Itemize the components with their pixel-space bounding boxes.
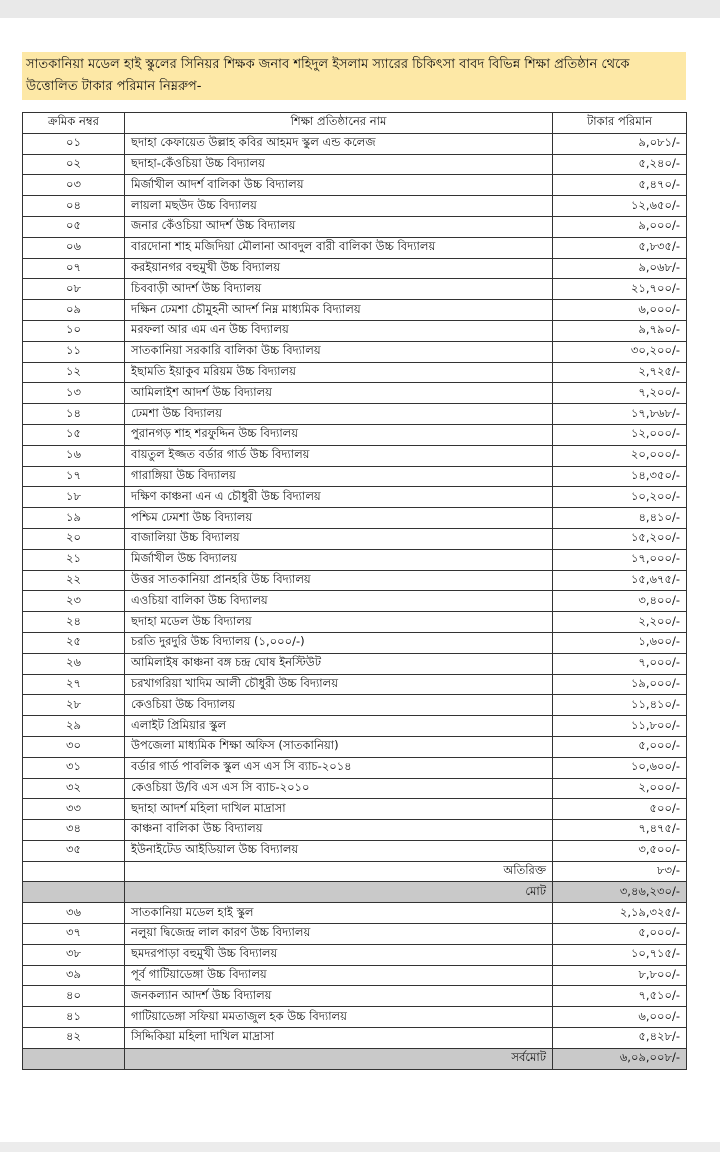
amount-cell: ১২,৬৫০/- (553, 196, 687, 217)
table-row (23, 216, 687, 237)
amount-cell: ১,৬০০/- (553, 632, 687, 653)
table-row (23, 820, 687, 841)
amount-cell: ৯,০০০/- (553, 216, 687, 237)
serial-cell: ৪০ (23, 986, 125, 1007)
amount-cell: ৭,৫১০/- (553, 986, 687, 1007)
serial-cell: ২২ (23, 570, 125, 591)
serial-cell: ২০ (23, 528, 125, 549)
serial-cell: ৪১ (23, 1007, 125, 1028)
table-row (23, 487, 687, 508)
institution-name-cell: বাজালিয়া উচ্চ বিদ্যালয় (125, 528, 553, 549)
institution-name-cell: কেওচিয়া উ/বি এস এস সি ব্যাচ-২০১০ (125, 778, 553, 799)
table-row (23, 632, 687, 653)
serial-cell: ২৩ (23, 591, 125, 612)
serial-cell: ০৪ (23, 196, 125, 217)
serial-cell: ১২ (23, 362, 125, 383)
table-row (23, 404, 687, 425)
grandtotal-label: সর্বমোট (125, 1048, 553, 1069)
institution-name-cell: পশ্চিম ঢেমশা উচ্চ বিদ্যালয় (125, 508, 553, 529)
institution-name-cell: সাতকানিয়া মডেল হাই স্কুল (125, 903, 553, 924)
institution-name-cell: উপজেলা মাধ্যমিক শিক্ষা অফিস (সাতকানিয়া) (125, 736, 553, 757)
institution-name-cell: আমিলাইশ আদর্শ উচ্চ বিদ্যালয় (125, 383, 553, 404)
table-row (23, 508, 687, 529)
table-row (23, 196, 687, 217)
serial-cell: ৩৪ (23, 820, 125, 841)
amount-cell: ১০,২০০/- (553, 487, 687, 508)
institution-name-cell: এওচিয়া বালিকা উচ্চ বিদ্যালয় (125, 591, 553, 612)
amount-cell: ২,১৯,৩২৫/- (553, 903, 687, 924)
extra-row (23, 861, 687, 882)
serial-cell: ২৬ (23, 653, 125, 674)
amount-cell: ৫,০০০/- (553, 736, 687, 757)
top-band (0, 0, 720, 18)
table-row (23, 612, 687, 633)
extra-spacer (23, 861, 125, 882)
institution-name-cell: পূর্ব গাটিয়াডেঙ্গা উচ্চ বিদ্যালয় (125, 965, 553, 986)
table-row (23, 341, 687, 362)
extra-amount: ৮৩/- (553, 861, 687, 882)
serial-cell: ১৬ (23, 445, 125, 466)
subtotal-row (23, 882, 687, 903)
serial-cell: ৩৬ (23, 903, 125, 924)
table-row (23, 736, 687, 757)
amount-cell: ৪,৪১০/- (553, 508, 687, 529)
table-row (23, 570, 687, 591)
institution-name-cell: গারাঙ্গিয়া উচ্চ বিদ্যালয় (125, 466, 553, 487)
serial-cell: ৩৭ (23, 924, 125, 945)
institution-name-cell: চরতি দুরদুরি উচ্চ বিদ্যালয় (১,০০০/-) (125, 632, 553, 653)
serial-cell: ০২ (23, 154, 125, 175)
serial-cell: ২৮ (23, 695, 125, 716)
serial-cell: ৩৩ (23, 799, 125, 820)
amount-cell: ১০,৭১৫/- (553, 944, 687, 965)
amount-cell: ১১,৪১০/- (553, 695, 687, 716)
table-row (23, 986, 687, 1007)
institution-name-cell: চিববাড়ী আদর্শ উচ্চ বিদ্যালয় (125, 279, 553, 300)
table-grandtotal-group (23, 1048, 687, 1069)
table-row (23, 695, 687, 716)
amount-cell: ৮,৮০০/- (553, 965, 687, 986)
serial-cell: ৩১ (23, 757, 125, 778)
amount-cell: ৯,৭৯০/- (553, 320, 687, 341)
amount-cell: ৩,৫০০/- (553, 840, 687, 861)
table-row (23, 1028, 687, 1049)
table-row (23, 674, 687, 695)
amount-cell: ২০,০০০/- (553, 445, 687, 466)
name-column-header: শিক্ষা প্রতিষ্ঠানের নাম (125, 113, 553, 134)
amount-cell: ৭,২০০/- (553, 383, 687, 404)
institution-name-cell: ছদাহা কেফায়েত উল্লাহ কবির আহমদ স্কুল এন্ড কলেজ (125, 133, 553, 154)
amount-column-header: টাকার পরিমান (553, 113, 687, 134)
table-body-first-group (23, 133, 687, 861)
amount-cell: ৫,৪৭০/- (553, 175, 687, 196)
institution-name-cell: ছদাহা আদর্শ মহিলা দাখিল মাদ্রাসা (125, 799, 553, 820)
amount-cell: ১১,৮০০/- (553, 716, 687, 737)
amount-cell: ৫,৮৩৫/- (553, 237, 687, 258)
institution-name-cell: লায়লা মছউদ উচ্চ বিদ্যালয় (125, 196, 553, 217)
table-body-second-group (23, 903, 687, 1049)
amount-cell: ৫,৪২৮/- (553, 1028, 687, 1049)
amount-cell: ১৯,০০০/- (553, 674, 687, 695)
table-row (23, 965, 687, 986)
institution-name-cell: ইউনাইটেড আইডিয়াল উচ্চ বিদ্যালয় (125, 840, 553, 861)
amount-cell: ১৭,৮৬৮/- (553, 404, 687, 425)
institution-name-cell: কেওচিয়া উচ্চ বিদ্যালয় (125, 695, 553, 716)
amount-cell: ৯,০৮১/- (553, 133, 687, 154)
table-row (23, 1007, 687, 1028)
institution-name-cell: বারদোনা শাহ মজিদিয়া মৌলানা আবদুল বারী বালিকা উচ্চ বিদ্যালয় (125, 237, 553, 258)
institution-name-cell: ছদাহা-কেঁওচিয়া উচ্চ বিদ্যালয় (125, 154, 553, 175)
table-row (23, 924, 687, 945)
table-row (23, 154, 687, 175)
serial-cell: ২৫ (23, 632, 125, 653)
table-row (23, 279, 687, 300)
institution-name-cell: মির্জাখীল আদর্শ বালিকা উচ্চ বিদ্যালয় (125, 175, 553, 196)
institution-name-cell: বর্ডার গার্ড পাবলিক স্কুল এস এস সি ব্যাচ-২০১৪ (125, 757, 553, 778)
institution-name-cell: কাঞ্চনা বালিকা উচ্চ বিদ্যালয় (125, 820, 553, 841)
table-row (23, 424, 687, 445)
institution-name-cell: উত্তর সাতকানিয়া প্রানহরি উচ্চ বিদ্যালয় (125, 570, 553, 591)
table-row (23, 757, 687, 778)
amount-cell: ২,০০০/- (553, 778, 687, 799)
serial-column-header: ক্রমিক নম্বর (23, 113, 125, 134)
serial-cell: ১৭ (23, 466, 125, 487)
serial-cell: ২৭ (23, 674, 125, 695)
serial-cell: ০৯ (23, 300, 125, 321)
table-row (23, 549, 687, 570)
table-row (23, 466, 687, 487)
institution-name-cell: জনকল্যান আদর্শ উচ্চ বিদ্যালয় (125, 986, 553, 1007)
subtotal-amount: ৩,৪৬,২৩০/- (553, 882, 687, 903)
serial-cell: ১৪ (23, 404, 125, 425)
institution-name-cell: গাটিয়াডেঙ্গা সফিয়া মমতাজুল হক উচ্চ বিদ্যালয় (125, 1007, 553, 1028)
serial-cell: ০১ (23, 133, 125, 154)
serial-cell: ২৯ (23, 716, 125, 737)
extra-label: অতিরিক্ত (125, 861, 553, 882)
serial-cell: ০৮ (23, 279, 125, 300)
grandtotal-row (23, 1048, 687, 1069)
amount-cell: ৬,০০০/- (553, 300, 687, 321)
subtotal-label: মোট (125, 882, 553, 903)
table-row (23, 653, 687, 674)
grandtotal-amount: ৬,০৯,০০৮/- (553, 1048, 687, 1069)
donation-table (22, 112, 687, 1070)
table-row (23, 237, 687, 258)
amount-cell: ১৫,২০০/- (553, 528, 687, 549)
serial-cell: ০৬ (23, 237, 125, 258)
amount-cell: ২,২০০/- (553, 612, 687, 633)
institution-name-cell: দক্ষিন ঢেমশা চৌমুহনী আদর্শ নিম্ন মাধ্যমিক বিদ্যালয় (125, 300, 553, 321)
table-row (23, 300, 687, 321)
serial-cell: ৩৫ (23, 840, 125, 861)
serial-cell: ৩৮ (23, 944, 125, 965)
serial-cell: ০৩ (23, 175, 125, 196)
table-row (23, 445, 687, 466)
table-row (23, 716, 687, 737)
institution-name-cell: দক্ষিণ কাঞ্চনা এন এ চৌধুরী উচ্চ বিদ্যালয় (125, 487, 553, 508)
amount-cell: ৭,০০০/- (553, 653, 687, 674)
institution-name-cell: ছমদরপাড়া বহুমুখী উচ্চ বিদ্যালয় (125, 944, 553, 965)
serial-cell: ৩৯ (23, 965, 125, 986)
serial-cell: ০৭ (23, 258, 125, 279)
amount-cell: ৫,২৪০/- (553, 154, 687, 175)
amount-cell: ১০,৬০০/- (553, 757, 687, 778)
serial-cell: ১১ (23, 341, 125, 362)
institution-name-cell: আমিলাইষ কাঞ্চনা বঙ্গ চন্দ্র ঘোষ ইনস্টিউট (125, 653, 553, 674)
serial-cell: ১০ (23, 320, 125, 341)
table-row (23, 591, 687, 612)
amount-cell: ৬,০০০/- (553, 1007, 687, 1028)
serial-cell: ৩২ (23, 778, 125, 799)
table-header-row (23, 113, 687, 134)
institution-name-cell: চরখাগরিয়া খাদিম আলী চৌধুরী উচ্চ বিদ্যালয় (125, 674, 553, 695)
table-row (23, 528, 687, 549)
institution-name-cell: বায়তুল ইজ্জত বর্ডার গার্ড উচ্চ বিদ্যালয় (125, 445, 553, 466)
amount-cell: ৩০,২০০/- (553, 341, 687, 362)
serial-cell: ৩০ (23, 736, 125, 757)
institution-name-cell: ঢেমশা উচ্চ বিদ্যালয় (125, 404, 553, 425)
serial-cell: ১৫ (23, 424, 125, 445)
grandtotal-spacer (23, 1048, 125, 1069)
serial-cell: ১৯ (23, 508, 125, 529)
institution-name-cell: সাতকানিয়া সরকারি বালিকা উচ্চ বিদ্যালয় (125, 341, 553, 362)
serial-cell: ১৩ (23, 383, 125, 404)
institution-name-cell: সিদ্দিকিয়া মহিলা দাখিল মাদ্রাসা (125, 1028, 553, 1049)
amount-cell: ১৫,৬৭৫/- (553, 570, 687, 591)
amount-cell: ৩,৪০০/- (553, 591, 687, 612)
table-row (23, 258, 687, 279)
table-row (23, 320, 687, 341)
amount-cell: ৫০০/- (553, 799, 687, 820)
document-heading: সাতকানিয়া মডেল হাই স্কুলের সিনিয়র শিক্ষক জনাব শহিদুল ইসলাম স্যারের চিকিৎসা বাবদ বিভিন্ন শিক্ষা প্রতিষ্ঠান থেকে উত্তোলিত টাকার পরিমান নিম্নরুপ- (22, 52, 686, 100)
table-row (23, 175, 687, 196)
institution-name-cell: নলুয়া দ্বিজেন্দ্র লাল কারণ উচ্চ বিদ্যালয় (125, 924, 553, 945)
institution-name-cell: জনার কেঁওচিয়া আদর্শ উচ্চ বিদ্যালয় (125, 216, 553, 237)
amount-cell: ১৭,০০০/- (553, 549, 687, 570)
table-row (23, 944, 687, 965)
table-row (23, 840, 687, 861)
institution-name-cell: করইয়ানগর বহুমুখী উচ্চ বিদ্যালয় (125, 258, 553, 279)
table-summary-group (23, 861, 687, 903)
amount-cell: ২১,৭০০/- (553, 279, 687, 300)
serial-cell: ২৪ (23, 612, 125, 633)
amount-cell: ২,৭২৫/- (553, 362, 687, 383)
institution-name-cell: পুরানগড় শাহ শরফুদ্দিন উচ্চ বিদ্যালয় (125, 424, 553, 445)
table-row (23, 778, 687, 799)
serial-cell: ২১ (23, 549, 125, 570)
subtotal-spacer (23, 882, 125, 903)
amount-cell: ৫,০০০/- (553, 924, 687, 945)
institution-name-cell: মরফলা আর এম এন উচ্চ বিদ্যালয় (125, 320, 553, 341)
table-row (23, 133, 687, 154)
institution-name-cell: ছদাহা মডেল উচ্চ বিদ্যালয় (125, 612, 553, 633)
serial-cell: ৪২ (23, 1028, 125, 1049)
serial-cell: ১৮ (23, 487, 125, 508)
table-row (23, 362, 687, 383)
amount-cell: ১২,০০০/- (553, 424, 687, 445)
amount-cell: ৯,০৬৮/- (553, 258, 687, 279)
institution-name-cell: ইছামতি ইয়াকুব মরিয়ম উচ্চ বিদ্যালয় (125, 362, 553, 383)
institution-name-cell: এলাইট প্রিমিয়ার স্কুল (125, 716, 553, 737)
amount-cell: ১৪,৩৫০/- (553, 466, 687, 487)
bottom-band (0, 1142, 720, 1152)
table-row (23, 799, 687, 820)
amount-cell: ৭,৪৭৫/- (553, 820, 687, 841)
table-row (23, 383, 687, 404)
table-row (23, 903, 687, 924)
serial-cell: ০৫ (23, 216, 125, 237)
institution-name-cell: মির্জাখীল উচ্চ বিদ্যালয় (125, 549, 553, 570)
